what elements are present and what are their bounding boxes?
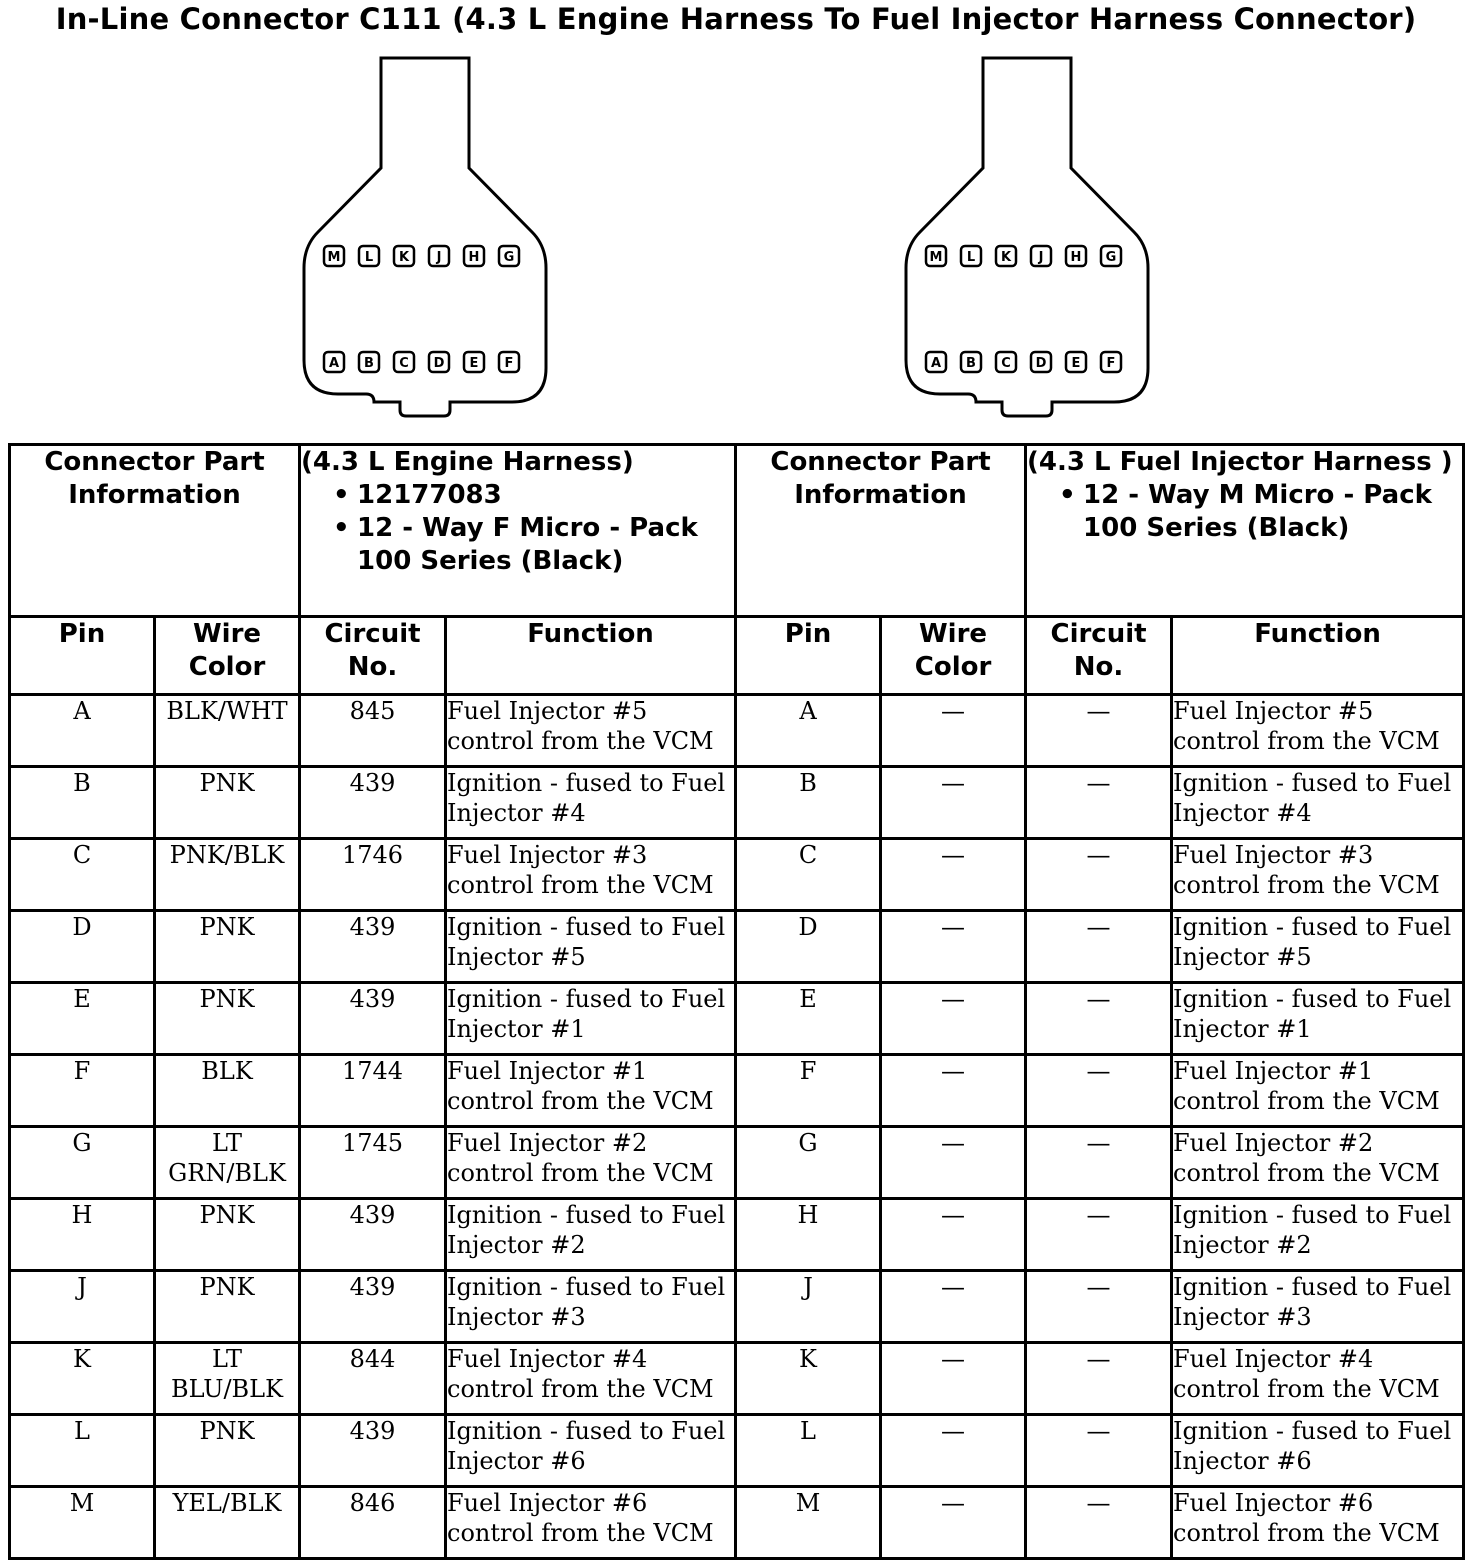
function-cell: Ignition - fused to Fuel Injector #3 (446, 1271, 736, 1343)
function-cell: Ignition - fused to Fuel Injector #3 (1172, 1271, 1464, 1343)
pin-label: L (364, 250, 374, 265)
pin-label: D (1035, 356, 1047, 371)
function-cell: Ignition - fused to Fuel Injector #2 (446, 1199, 736, 1271)
wire-color-cell: PNK (155, 1199, 300, 1271)
function-cell: Fuel Injector #5 control from the VCM (446, 695, 736, 767)
pin-cell: G (736, 1127, 881, 1199)
circuit-cell: — (1026, 911, 1172, 983)
function-cell: Fuel Injector #1 control from the VCM (446, 1055, 736, 1127)
circuit-cell: 439 (300, 1271, 446, 1343)
table-row (10, 839, 1464, 911)
injector-connector-description: • 12 - Way M Micro - Pack 100 Series (Black) (1083, 479, 1462, 545)
pin-cell: F (736, 1055, 881, 1127)
circuit-cell: 844 (300, 1343, 446, 1415)
wire-color-cell: BLK/WHT (155, 695, 300, 767)
pin-cell: C (736, 839, 881, 911)
pin-label: D (433, 356, 445, 371)
pin-label: H (468, 250, 480, 265)
pin-cell: B (10, 767, 155, 839)
pin-cell: L (736, 1415, 881, 1487)
function-cell: Fuel Injector #3 control from the VCM (446, 839, 736, 911)
pin-label: J (1038, 250, 1044, 265)
pin-cell: M (10, 1487, 155, 1559)
function-cell: Ignition - fused to Fuel Injector #4 (1172, 767, 1464, 839)
function-cell: Ignition - fused to Fuel Injector #6 (446, 1415, 736, 1487)
function-cell: Ignition - fused to Fuel Injector #4 (446, 767, 736, 839)
pin-label: H (1070, 250, 1082, 265)
table-row (10, 983, 1464, 1055)
part-info-label: Connector Part Information (10, 445, 300, 617)
pin-cell: J (10, 1271, 155, 1343)
pin-cell: F (10, 1055, 155, 1127)
function-cell: Fuel Injector #2 control from the VCM (446, 1127, 736, 1199)
pin-cell: D (10, 911, 155, 983)
circuit-cell: 846 (300, 1487, 446, 1559)
pin-label: G (1105, 250, 1117, 265)
function-cell: Fuel Injector #6 control from the VCM (1172, 1487, 1464, 1559)
wire-color-cell: — (881, 1127, 1026, 1199)
pin-label: C (399, 356, 409, 371)
part-info-row (10, 445, 1464, 617)
injector-harness-name: (4.3 L Fuel Injector Harness ) (1027, 447, 1453, 477)
circuit-cell: 439 (300, 983, 446, 1055)
engine-harness-connector-diagram (300, 50, 550, 420)
pin-cell: E (736, 983, 881, 1055)
pin-label: F (504, 356, 514, 371)
wire-color-cell: PNK (155, 1271, 300, 1343)
pin-cell: J (736, 1271, 881, 1343)
circuit-cell: — (1026, 1487, 1172, 1559)
circuit-no-header: Circuit No. (1026, 617, 1172, 695)
function-cell: Ignition - fused to Fuel Injector #5 (446, 911, 736, 983)
engine-harness-name: (4.3 L Engine Harness) (301, 447, 634, 477)
circuit-cell: 439 (300, 1199, 446, 1271)
table-row (10, 911, 1464, 983)
wire-color-cell: — (881, 1271, 1026, 1343)
function-cell: Ignition - fused to Fuel Injector #1 (446, 983, 736, 1055)
circuit-cell: 845 (300, 695, 446, 767)
pin-header: Pin (736, 617, 881, 695)
pin-cell: H (736, 1199, 881, 1271)
table-row (10, 1055, 1464, 1127)
pin-label: E (469, 356, 479, 371)
pin-label: B (966, 356, 976, 371)
wire-color-cell: — (881, 1415, 1026, 1487)
function-cell: Fuel Injector #1 control from the VCM (1172, 1055, 1464, 1127)
circuit-cell: — (1026, 695, 1172, 767)
pin-label: G (503, 250, 515, 265)
function-cell: Fuel Injector #4 control from the VCM (1172, 1343, 1464, 1415)
wire-color-header: Wire Color (881, 617, 1026, 695)
wire-color-cell: PNK (155, 983, 300, 1055)
function-cell: Fuel Injector #2 control from the VCM (1172, 1127, 1464, 1199)
circuit-cell: 439 (300, 911, 446, 983)
pin-cell: A (10, 695, 155, 767)
function-cell: Ignition - fused to Fuel Injector #6 (1172, 1415, 1464, 1487)
pin-label: M (327, 250, 341, 265)
wire-color-cell: LT BLU/BLK (155, 1343, 300, 1415)
wire-color-cell: YEL/BLK (155, 1487, 300, 1559)
circuit-cell: 1745 (300, 1127, 446, 1199)
wire-color-cell: — (881, 839, 1026, 911)
pin-cell: G (10, 1127, 155, 1199)
pin-label: J (436, 250, 442, 265)
pin-cell: B (736, 767, 881, 839)
table-row (10, 695, 1464, 767)
pin-cell: A (736, 695, 881, 767)
table-row (10, 1343, 1464, 1415)
pin-cell: M (736, 1487, 881, 1559)
wire-color-cell: LT GRN/BLK (155, 1127, 300, 1199)
wire-color-header: Wire Color (155, 617, 300, 695)
circuit-cell: — (1026, 1055, 1172, 1127)
pin-cell: C (10, 839, 155, 911)
circuit-cell: — (1026, 767, 1172, 839)
function-cell: Fuel Injector #5 control from the VCM (1172, 695, 1464, 767)
wire-color-cell: — (881, 695, 1026, 767)
pin-label: F (1106, 356, 1116, 371)
circuit-cell: — (1026, 1127, 1172, 1199)
page-title: In-Line Connector C111 (4.3 L Engine Harness To Fuel Injector Harness Connector) (55, 2, 1417, 36)
column-header-row (10, 617, 1464, 695)
circuit-cell: — (1026, 1343, 1172, 1415)
pinout-table (8, 443, 1465, 1560)
function-cell: Fuel Injector #4 control from the VCM (446, 1343, 736, 1415)
pin-label: C (1001, 356, 1011, 371)
pin-label: L (966, 250, 976, 265)
engine-harness-info (300, 445, 736, 617)
wire-color-cell: — (881, 767, 1026, 839)
wire-color-cell: BLK (155, 1055, 300, 1127)
table-row (10, 1199, 1464, 1271)
circuit-cell: 1746 (300, 839, 446, 911)
pin-label: K (398, 250, 410, 265)
engine-part-number: • 12177083 (357, 479, 734, 512)
table-row (10, 1487, 1464, 1559)
wire-color-cell: PNK (155, 911, 300, 983)
table-row (10, 767, 1464, 839)
wire-color-cell: — (881, 1343, 1026, 1415)
function-cell: Ignition - fused to Fuel Injector #2 (1172, 1199, 1464, 1271)
table-row (10, 1271, 1464, 1343)
pin-cell: H (10, 1199, 155, 1271)
circuit-cell: — (1026, 1271, 1172, 1343)
pin-label: K (1000, 250, 1012, 265)
circuit-cell: — (1026, 839, 1172, 911)
engine-connector-description: • 12 - Way F Micro - Pack 100 Series (Black) (357, 512, 734, 578)
injector-harness-connector-diagram (902, 50, 1152, 420)
pin-label: B (364, 356, 374, 371)
function-cell: Ignition - fused to Fuel Injector #1 (1172, 983, 1464, 1055)
pin-cell: D (736, 911, 881, 983)
function-cell: Fuel Injector #6 control from the VCM (446, 1487, 736, 1559)
wire-color-cell: — (881, 983, 1026, 1055)
circuit-cell: — (1026, 1199, 1172, 1271)
pin-header: Pin (10, 617, 155, 695)
circuit-cell: — (1026, 983, 1172, 1055)
circuit-no-header: Circuit No. (300, 617, 446, 695)
pin-label: A (328, 356, 340, 371)
table-row (10, 1415, 1464, 1487)
wire-color-cell: — (881, 1487, 1026, 1559)
circuit-cell: — (1026, 1415, 1172, 1487)
pin-label: E (1071, 356, 1081, 371)
wire-color-cell: PNK (155, 767, 300, 839)
wire-color-cell: — (881, 1055, 1026, 1127)
pin-cell: K (10, 1343, 155, 1415)
table-row (10, 1127, 1464, 1199)
wire-color-cell: — (881, 911, 1026, 983)
function-header: Function (1172, 617, 1464, 695)
wire-color-cell: PNK/BLK (155, 839, 300, 911)
pin-cell: K (736, 1343, 881, 1415)
function-cell: Fuel Injector #3 control from the VCM (1172, 839, 1464, 911)
function-header: Function (446, 617, 736, 695)
wire-color-cell: PNK (155, 1415, 300, 1487)
pin-label: A (930, 356, 942, 371)
injector-harness-info (1026, 445, 1464, 617)
part-info-label: Connector Part Information (736, 445, 1026, 617)
circuit-cell: 439 (300, 1415, 446, 1487)
circuit-cell: 1744 (300, 1055, 446, 1127)
wire-color-cell: — (881, 1199, 1026, 1271)
pin-label: M (929, 250, 943, 265)
function-cell: Ignition - fused to Fuel Injector #5 (1172, 911, 1464, 983)
circuit-cell: 439 (300, 767, 446, 839)
pin-cell: E (10, 983, 155, 1055)
pin-cell: L (10, 1415, 155, 1487)
